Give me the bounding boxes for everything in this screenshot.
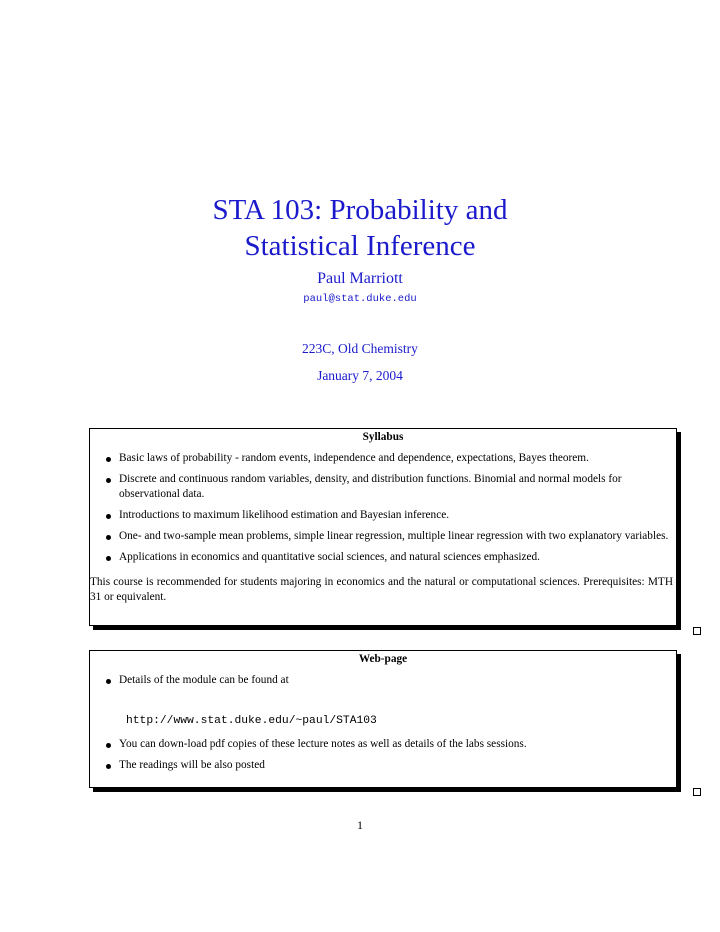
office-address: 223C, Old Chemistry (302, 341, 418, 356)
qed-square-icon (693, 788, 701, 796)
page-number: 1 (357, 818, 363, 832)
syllabus-heading: Syllabus (362, 431, 404, 443)
list-item: Discrete and continuous random variables, density, and distribution functions. Binomial and normal models for observational data. (90, 472, 676, 502)
webpage-list (90, 673, 676, 688)
qed-square-icon (693, 627, 701, 635)
bullet-icon (106, 478, 111, 483)
webpage-list-2 (90, 737, 676, 773)
syllabus-note: This course is recommended for students majoring in economics and the natural or computational sciences. Prerequisites: MTH 31 or equivalent. (90, 576, 673, 603)
list-item: Introductions to maximum likelihood estimation and Bayesian inference. (90, 508, 676, 523)
bullet-icon (106, 514, 111, 519)
document-date: January 7, 2004 (317, 368, 403, 383)
page-title (0, 192, 720, 264)
syllabus-list (90, 451, 676, 565)
author-email[interactable]: paul@stat.duke.edu (303, 293, 417, 305)
module-url[interactable]: http://www.stat.duke.edu/~paul/STA103 (126, 715, 377, 727)
bullet-icon (106, 679, 111, 684)
list-item: Details of the module can be found at (90, 673, 676, 688)
syllabus-box (89, 428, 677, 626)
author-name: Paul Marriott (317, 270, 403, 287)
bullet-icon (106, 764, 111, 769)
list-item: One- and two-sample mean problems, simple linear regression, multiple linear regression with two explanatory variables. (90, 529, 676, 544)
title-line-1: STA 103: Probability and (212, 194, 508, 226)
list-item: You can down-load pdf copies of these lecture notes as well as details of the labs sessions. (90, 737, 676, 752)
list-item: The readings will be also posted (90, 758, 676, 773)
bullet-icon (106, 743, 111, 748)
webpage-box (89, 650, 677, 788)
list-item: Applications in economics and quantitative social sciences, and natural sciences emphasized. (90, 550, 676, 565)
list-item: Basic laws of probability - random events, independence and dependence, expectations, Bayes theorem. (90, 451, 676, 466)
webpage-heading: Web-page (358, 653, 408, 665)
title-line-2: Statistical Inference (244, 230, 476, 262)
bullet-icon (106, 535, 111, 540)
bullet-icon (106, 556, 111, 561)
bullet-icon (106, 457, 111, 462)
